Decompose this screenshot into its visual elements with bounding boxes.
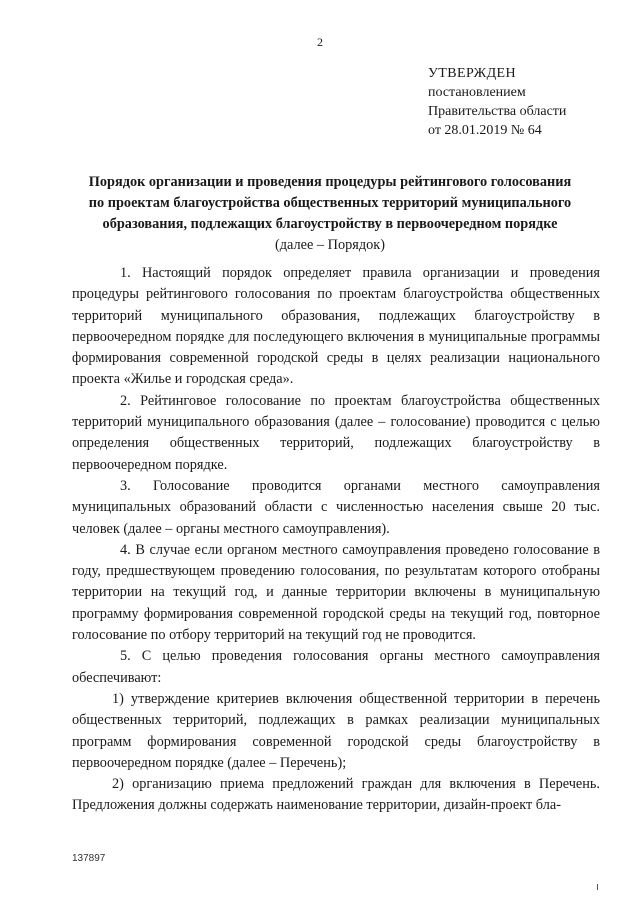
approval-stamp	[428, 64, 628, 140]
paragraph-5-item-2: 2) организацию приема предложений граждан для включения в Перечень. Предложения должны содержать наименование территории, дизайн-проект бла-	[72, 776, 600, 814]
paragraph-2: 2. Рейтинговое голосование по проектам благоустройства общественных территорий муниципального образования (далее – голосование) проводится с целью определения общественных территорий, подлежащих благоустройству в первоочередном порядке.	[72, 392, 600, 473]
paragraph-5: 5. С целью проведения голосования органы местного самоуправления обеспечивают:	[72, 648, 600, 686]
document-body	[72, 263, 600, 817]
scan-mark	[597, 884, 598, 890]
paragraph-4: 4. В случае если органом местного самоуправления проведено голосование в году, предшествующем проведению голосования, по результатам которого отобраны территории на текущий год, и данные территории включены в муниципальную программу формирования современной городской среды на текущий год, повторное голосование по отбору территорий на текущий год не проводится.	[72, 541, 600, 644]
paragraph-5-item-1: 1) утверждение критериев включения общественной территории в перечень общественных территорий, подлежащих в рамках реализации муниципальных программ формирования современной городской среды благоустройству в первоочередном порядке (далее – Перечень);	[72, 690, 600, 771]
title-line: Порядок организации и проведения процедуры рейтингового голосования	[88, 174, 572, 190]
title-line: образования, подлежащих благоустройству в первоочередном порядке	[102, 216, 558, 232]
paragraph-1: 1. Настоящий порядок определяет правила организации и проведения процедуры рейтингового голосования по проектам благоустройства общественных территорий муниципального образования, подлежащих благоустройству в первоочередном порядке для последующего включения в муниципальные программы формирования современной городской среды в целях реализации национального проекта «Жилье и городская среда».	[72, 265, 600, 388]
approval-line: Правительства области	[428, 104, 567, 119]
document-title	[60, 172, 600, 256]
approval-line: постановлением	[428, 85, 526, 100]
paragraph-3: 3. Голосование проводится органами местного самоуправления муниципальных образований области с численностью населения свыше 20 тыс. человек (далее – органы местного самоуправления).	[72, 477, 600, 537]
page-number: 2	[317, 35, 323, 49]
approval-heading: УТВЕРЖДЕН	[428, 66, 517, 81]
title-line: по проектам благоустройства общественных территорий муниципального	[88, 195, 572, 211]
document-code: 137897	[72, 853, 106, 864]
approval-date: от 28.01.2019 № 64	[428, 123, 542, 138]
title-subtitle: (далее – Порядок)	[275, 237, 385, 253]
